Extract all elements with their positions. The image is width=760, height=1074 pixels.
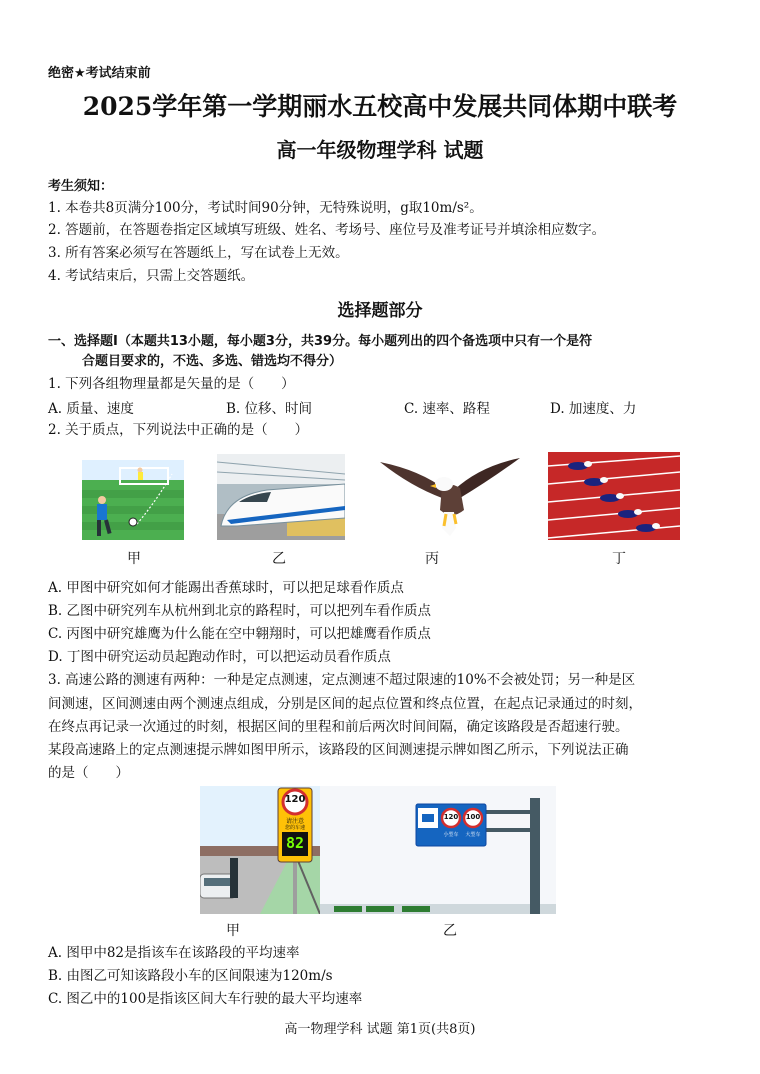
question-3-line: 的是（ ） bbox=[48, 765, 129, 781]
question-2-option-c: C. 丙图中研究雄鹰为什么能在空中翱翔时，可以把雄鹰看作质点 bbox=[48, 626, 431, 642]
notice-item: 2. 答题前，在答题卷指定区域填写班级、姓名、考场号、座位号及准考证号并填涂相应数字。 bbox=[48, 222, 606, 238]
question-3-line: 间测速，区间测速由两个测速点组成，分别是区间的起点位置和终点位置，在起点记录通过的时刻， bbox=[48, 696, 642, 712]
confidential-mark: 绝密★考试结束前 bbox=[48, 66, 151, 81]
caption-jia: 甲 bbox=[127, 551, 141, 567]
question-3-option-c: C. 图乙中的100是指该区间大车行驶的最大平均速率 bbox=[48, 991, 363, 1007]
question-3-option-a: A. 图甲中82是指该车在该路段的平均速率 bbox=[48, 945, 300, 961]
sign-notice-text2: 您的车速 bbox=[284, 825, 305, 831]
question-1-option-a: A. 质量、速度 bbox=[48, 401, 134, 417]
question-1-option-c: C. 速率、路程 bbox=[404, 401, 490, 417]
part-instructions-line1: 一、选择题Ⅰ（本题共13小题，每小题3分，共39分。每小题列出的四个备选项中只有一个是符 bbox=[48, 334, 593, 349]
board-small-limit: 120 bbox=[443, 813, 459, 821]
question-1-option-b: B. 位移、时间 bbox=[226, 401, 313, 417]
figure-eagle bbox=[380, 456, 520, 538]
caption-bing: 丙 bbox=[425, 551, 439, 567]
caption-yi: 乙 bbox=[272, 551, 286, 567]
notice-item: 4. 考试结束后，只需上交答题纸。 bbox=[48, 268, 255, 284]
exam-subtitle: 高一年级物理学科 试题 bbox=[276, 138, 484, 162]
question-2-stem: 2. 关于质点，下列说法中正确的是（ ） bbox=[48, 422, 309, 438]
exam-title: 2025学年第一学期丽水五校高中发展共同体期中联考 bbox=[82, 92, 678, 121]
sign-notice-text1: 请注意 bbox=[285, 818, 304, 825]
notice-item: 3. 所有答案必须写在答题纸上，写在试卷上无效。 bbox=[48, 245, 349, 261]
notice-heading: 考生须知： bbox=[48, 179, 114, 194]
question-2-option-b: B. 乙图中研究列车从杭州到北京的路程时，可以把列车看作质点 bbox=[48, 603, 432, 619]
caption-jia: 甲 bbox=[226, 923, 240, 939]
question-1-option-d: D. 加速度、力 bbox=[550, 401, 637, 417]
question-3-line: 3. 高速公路的测速有两种：一种是定点测速，定点测速不超过限速的10%不会被处罚；另一种是区 bbox=[48, 672, 636, 688]
caption-ding: 丁 bbox=[612, 551, 626, 567]
figure-sprinters bbox=[548, 452, 680, 540]
board-big-label: 大型车 bbox=[465, 832, 481, 838]
notice-item: 1. 本卷共8页满分100分，考试时间90分钟，无特殊说明，g取10m/s²。 bbox=[48, 200, 483, 216]
sign-speed-readout: 82 bbox=[285, 834, 305, 852]
figure-soccer bbox=[82, 460, 184, 540]
board-small-label: 小型车 bbox=[443, 832, 459, 838]
question-3-option-b: B. 由图乙可知该路段小车的区间限速为120m/s bbox=[48, 968, 333, 984]
question-2-option-d: D. 丁图中研究运动员起跑动作时，可以把运动员看作质点 bbox=[48, 649, 391, 665]
page-footer: 高一物理学科 试题 第1页(共8页) bbox=[284, 1022, 476, 1037]
caption-yi: 乙 bbox=[443, 923, 457, 939]
board-big-limit: 100 bbox=[465, 813, 481, 821]
part-instructions-line2: 合题目要求的，不选、多选、错选均不得分） bbox=[82, 354, 343, 369]
figure-interval-board bbox=[320, 786, 556, 914]
sign-limit-text: 120 bbox=[284, 794, 306, 805]
section-heading: 选择题部分 bbox=[337, 301, 423, 321]
question-3-line: 在终点再记录一次通过的时刻，根据区间的里程和前后两次时间间隔，确定该路段是否超速行驶。 bbox=[48, 719, 629, 735]
figure-speed-sign bbox=[200, 786, 320, 914]
question-3-line: 某段高速路上的定点测速提示牌如图甲所示，该路段的区间测速提示牌如图乙所示，下列说法正确 bbox=[48, 742, 629, 758]
question-1-stem: 1. 下列各组物理量都是矢量的是（ ） bbox=[48, 376, 295, 392]
figure-train bbox=[217, 454, 345, 540]
question-2-option-a: A. 甲图中研究如何才能踢出香蕉球时，可以把足球看作质点 bbox=[48, 580, 404, 596]
